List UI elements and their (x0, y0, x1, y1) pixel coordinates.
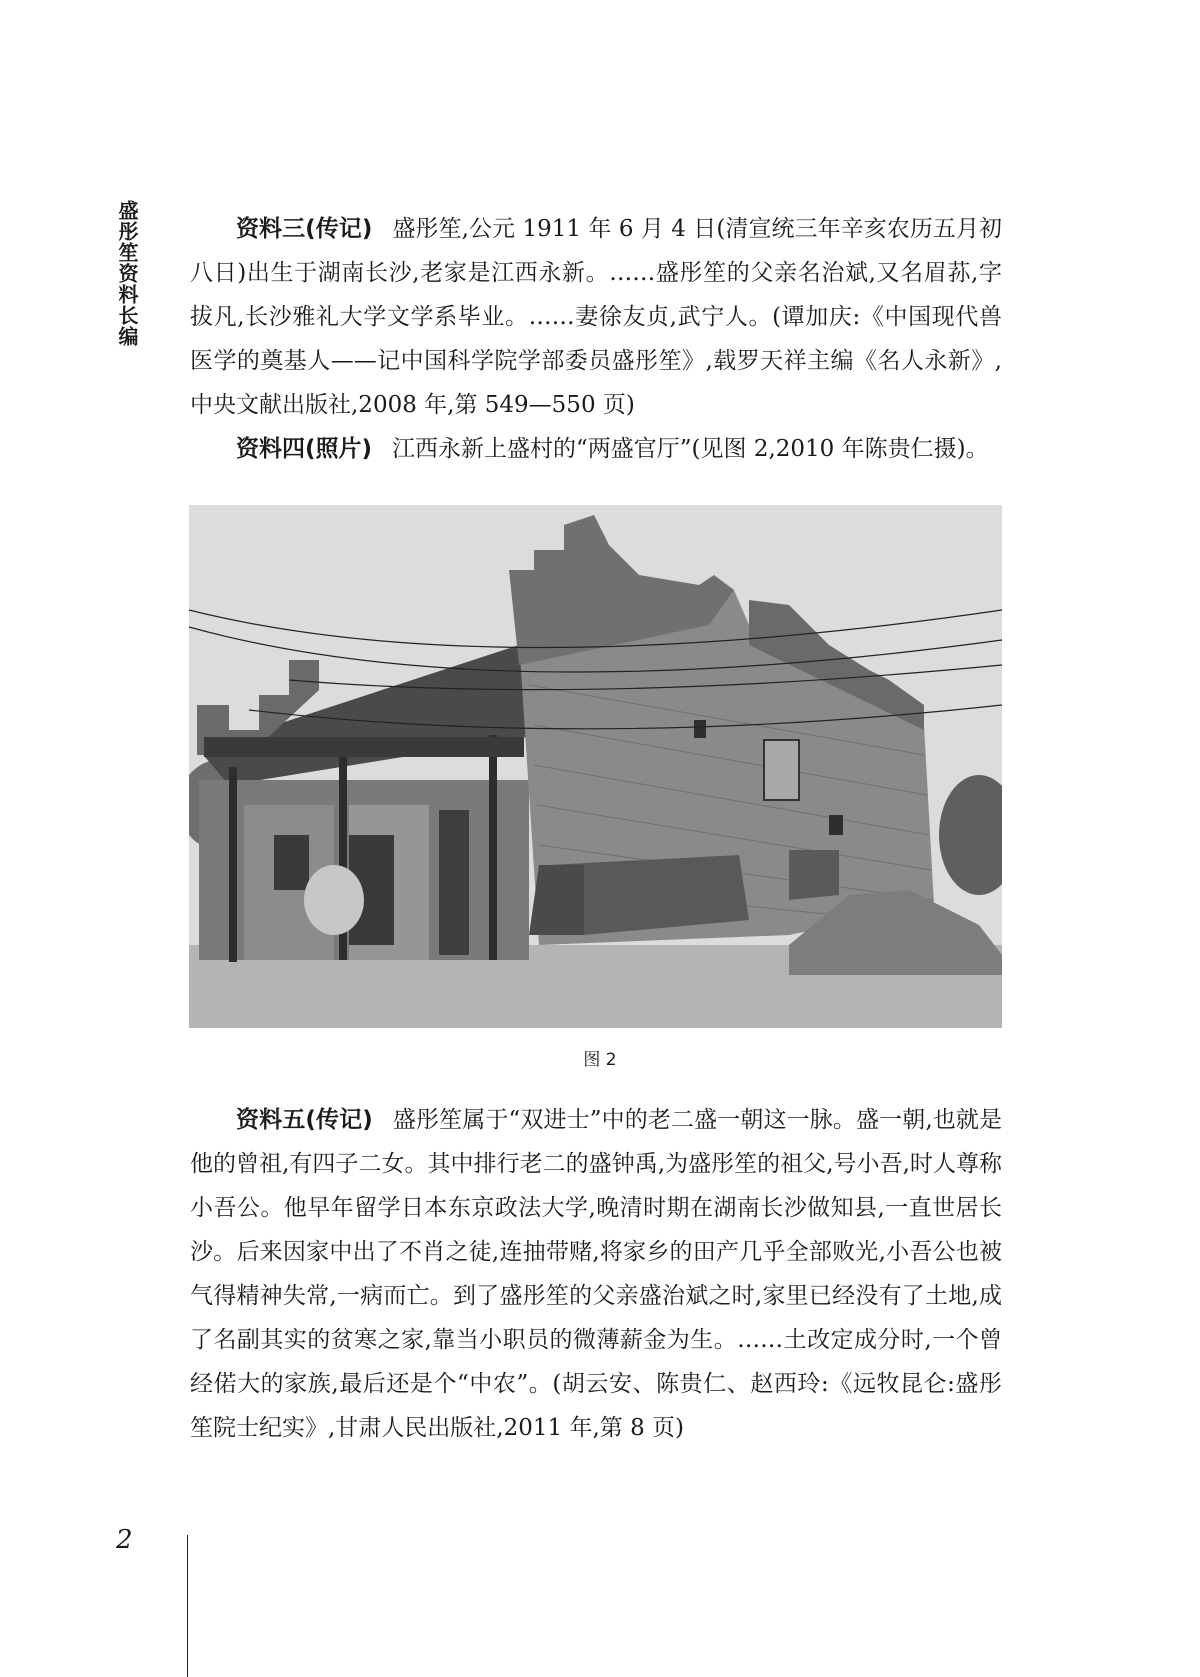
material-5-text: 盛彤笙属于“双进士”中的老二盛一朝这一脉。盛一朝,也就是他的曾祖,有四子二女。其中排行老二的盛钟禹,为盛彤笙的祖父,号小吾,时人尊称小吾公。他早年留学日本东京政法大学,晚清时期在湖南长沙做知县,一直世居长沙。后来因家中出了不肖之徒,连抽带赌,将家乡的田产几乎全部败光,小吾公也被气得精神失常,一病而亡。到了盛彤笙的父亲盛治斌之时,家里已经没有了土地,成了名副其实的贫寒之家,靠当小职员的微薄薪金为生。……土改定成分时,一个曾经偌大的家族,最后还是个“中农”。(胡云安、陈贵仁、赵西玲:《远牧昆仑:盛彤笙院士纪实》,甘肃人民出版社,2011 年,第 8 页) (190, 1107, 1003, 1441)
material-3-text: 盛彤笙,公元 1911 年 6 月 4 日(清宣统三年辛亥农历五月初八日)出生于湖南长沙,老家是江西永新。……盛彤笙的父亲名治斌,又名眉荪,字拔凡,长沙雅礼大学文学系毕业。……妻徐友贞,武宁人。(谭加庆:《中国现代兽医学的奠基人——记中国科学院学部委员盛彤笙》,载罗天祥主编《名人永新》,中央文献出版社,2008 年,第 549—550 页) (190, 216, 1003, 418)
material-4-label: 资料四(照片) (236, 436, 373, 462)
margin-rule (187, 1535, 188, 1677)
running-header-book-title: 盛彤笙资料长编 (115, 200, 139, 347)
material-5-label: 资料五(传记) (236, 1107, 373, 1133)
figure-photo-liangsheng-hall (189, 505, 1002, 1028)
material-3-paragraph (190, 207, 1002, 427)
building-photo-illustration (189, 505, 1002, 1028)
page-number: 2 (116, 1525, 133, 1555)
material-4-text: 江西永新上盛村的“两盛官厅”(见图 2,2010 年陈贵仁摄)。 (392, 436, 989, 462)
material-3-label: 资料三(传记) (236, 216, 373, 242)
text-block-top (190, 207, 1002, 471)
material-4-paragraph (190, 427, 1002, 471)
text-block-bottom (190, 1098, 1002, 1450)
figure-caption: 图 2 (583, 1050, 617, 1070)
material-5-paragraph (190, 1098, 1002, 1450)
